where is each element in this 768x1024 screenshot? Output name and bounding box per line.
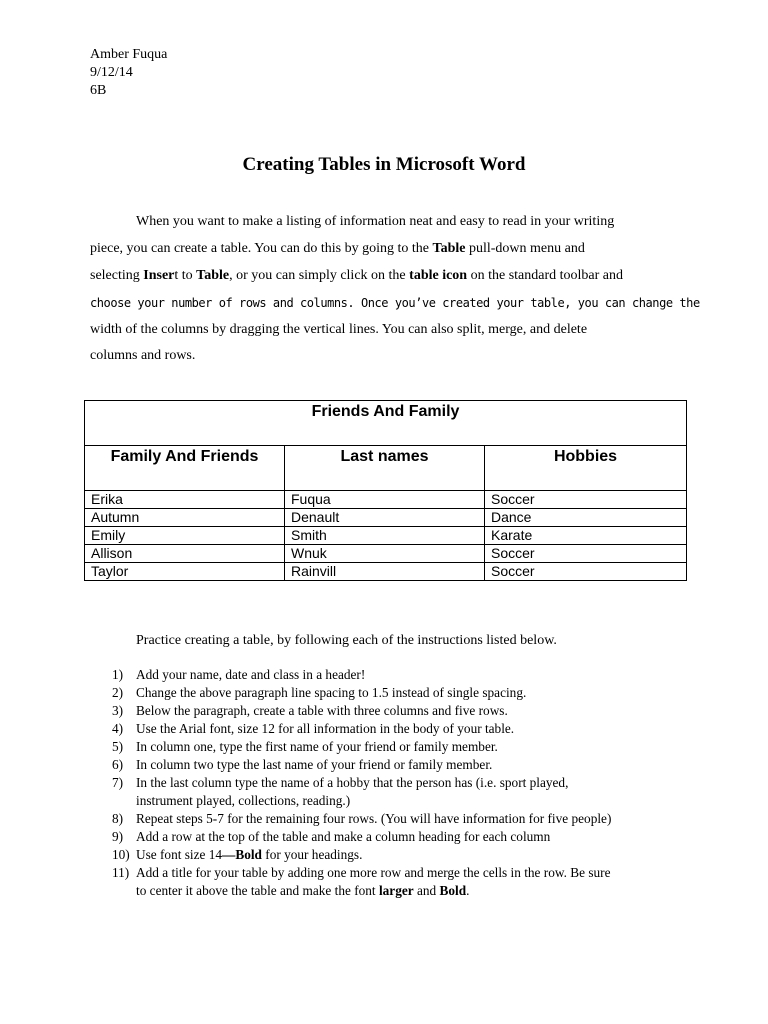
list-item: 3) Below the paragraph, create a table with three columns and five rows. [112,703,508,718]
header-date: 9/12/14 [90,65,133,80]
last-name-cell: Fuqua [285,491,485,509]
first-name-cell: Erika [85,491,285,509]
paragraph-line: choose your number of rows and columns. Once you’ve created your table, you can change the [90,295,700,310]
list-item: 7) In the last column type the name of a hobby that the person has (i.e. sport played, instrument played, collections, reading.) [112,775,569,808]
table-row [85,545,687,563]
paragraph-line: When you want to make a listing of information neat and easy to read in your writing [136,214,615,229]
hobby-cell: Soccer [485,491,687,509]
paragraph-line: selecting Insert to Table, or you can simply click on the table icon on the standard toolbar and [90,267,624,283]
document-header [90,46,167,100]
column-header: Last names [285,446,485,491]
list-item: 9) Add a row at the top of the table and make a column heading for each column [112,829,551,844]
last-name-cell: Smith [285,527,485,545]
paragraph-line: columns and rows. [90,348,196,364]
document-title: Creating Tables in Microsoft Word [242,154,526,175]
list-item: 11) Add a title for your table by adding one more row and merge the cells in the row. Be sure to center it above the table and make the font larger and Bold. [112,865,611,898]
table-row [85,527,687,545]
hobby-cell: Karate [485,527,687,545]
last-name-cell: Wnuk [285,545,485,563]
header-class: 6B [90,83,107,98]
last-name-cell: Denault [285,509,485,527]
table-row [85,491,687,509]
first-name-cell: Allison [85,545,285,563]
paragraph-line: piece, you can create a table. You can do this by going to the Table pull-down menu and [90,240,585,256]
table-row [85,509,687,527]
list-item: 10) Use font size 14—Bold for your headings. [112,847,363,862]
list-item: 8) Repeat steps 5-7 for the remaining four rows. (You will have information for five people) [112,811,612,826]
intro-paragraph [90,209,700,370]
table-title: Friends And Family [85,401,687,446]
list-item: 2) Change the above paragraph line spacing to 1.5 instead of single spacing. [112,685,527,700]
author-name: Amber Fuqua [90,47,168,62]
list-item: 6) In column two type the last name of your friend or family member. [112,757,493,772]
friends-table [84,400,687,581]
list-item: 4) Use the Arial font, size 12 for all information in the body of your table. [112,721,515,736]
first-name-cell: Emily [85,527,285,545]
practice-instructions: Practice creating a table, by following each of the instructions listed below. [136,633,557,648]
table-row [85,563,687,581]
hobby-cell: Soccer [485,545,687,563]
hobby-cell: Soccer [485,563,687,581]
first-name-cell: Taylor [85,563,285,581]
list-item: 1) Add your name, date and class in a header! [112,667,366,682]
first-name-cell: Autumn [85,509,285,527]
instruction-list [112,666,712,900]
column-header: Hobbies [485,446,687,491]
hobby-cell: Dance [485,509,687,527]
last-name-cell: Rainvill [285,563,485,581]
list-item: 5) In column one, type the first name of your friend or family member. [112,739,498,754]
paragraph-line: width of the columns by dragging the vertical lines. You can also split, merge, and delete [90,321,588,337]
column-header: Family And Friends [85,446,285,491]
